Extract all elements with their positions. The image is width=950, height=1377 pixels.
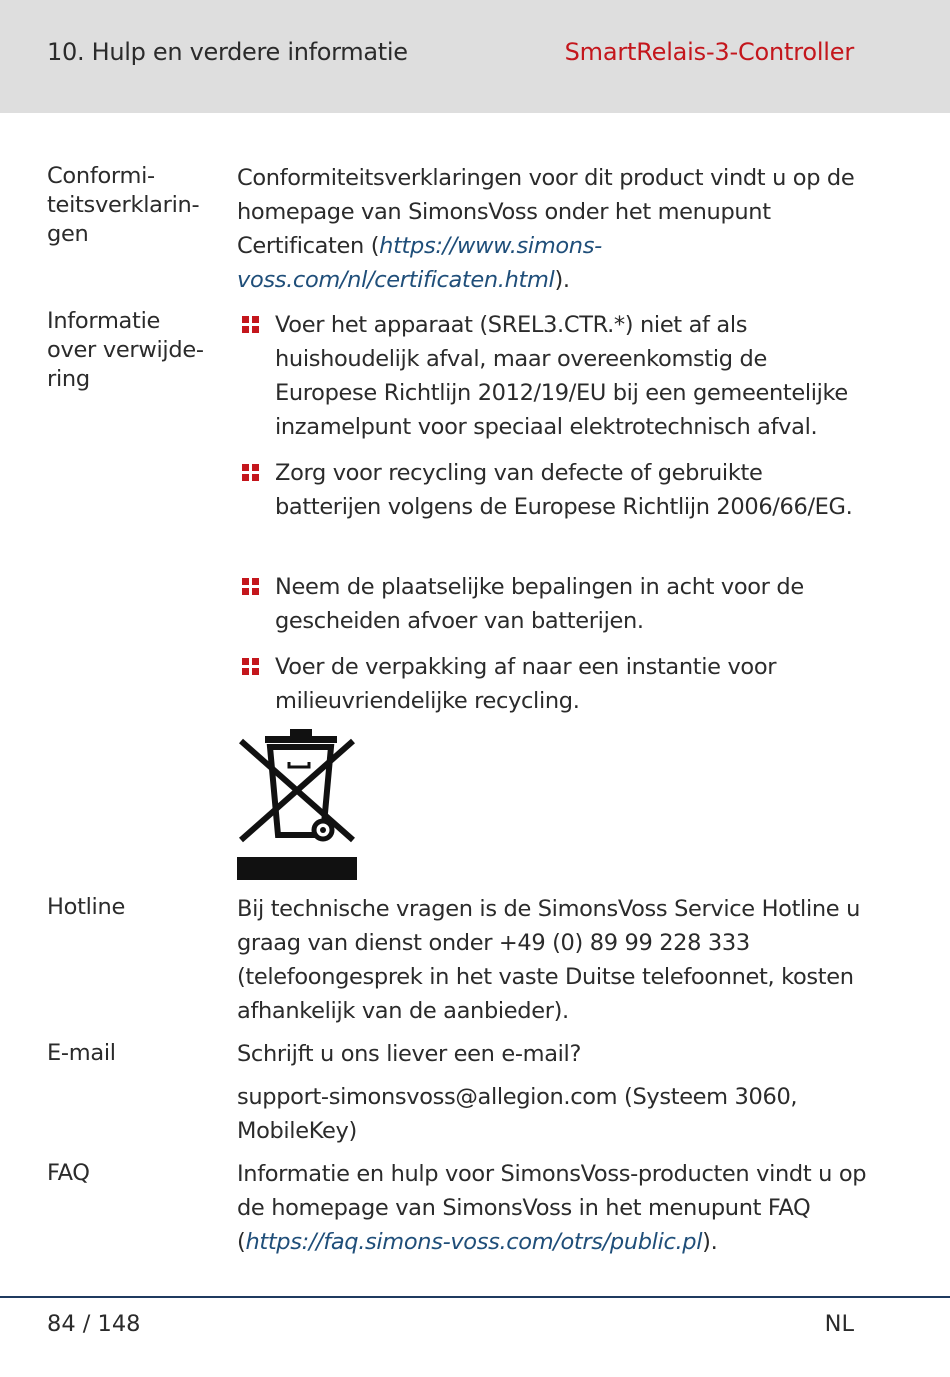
disposal-bullet-2: Zorg voor recycling van defecte of gebruikte batterijen volgens de Europese Richtlijn 2006/66/EG. bbox=[275, 460, 853, 520]
email-line-1: Schrijft u ons liever een e-mail? bbox=[237, 1041, 582, 1067]
conformity-text bbox=[237, 161, 877, 297]
disposal-bullet-1: Voer het apparaat (SREL3.CTR.*) niet af als huishoudelijk afval, maar overeenkomstig de Europese Richtlijn 2012/19/EU bij een gemeentelijke inzamelpunt voor speciaal elektrotechnisch afval. bbox=[275, 312, 848, 440]
disposal-bullet-3: Neem de plaatselijke bepalingen in acht voor de gescheiden afvoer van batterijen. bbox=[275, 574, 804, 634]
page-header bbox=[0, 0, 950, 113]
conformity-text-after: ). bbox=[554, 267, 570, 293]
disposal-bullet-4: Voer de verpakking af naar een instantie voor milieuvriendelijke recycling. bbox=[275, 654, 777, 714]
bullet-icon bbox=[242, 464, 260, 482]
certificates-link[interactable]: https://www.simons-voss.com/nl/certificaten.html bbox=[237, 233, 602, 293]
section-title: 10. Hulp en verdere informatie bbox=[47, 38, 408, 66]
product-title: SmartRelais-3-Controller bbox=[564, 38, 854, 66]
faq-text-before: Informatie en hulp voor SimonsVoss-producten vindt u op de homepage van SimonsVoss in het menupunt FAQ ( bbox=[237, 1161, 867, 1255]
label-faq: FAQ bbox=[47, 1160, 90, 1186]
label-conformity: Conformi- teitsverklarin- gen bbox=[47, 163, 200, 247]
email-line-2: support-simonsvoss@allegion.com (Systeem 3060, MobileKey) bbox=[237, 1084, 798, 1144]
label-email: E-mail bbox=[47, 1040, 116, 1066]
faq-text bbox=[237, 1157, 877, 1259]
weee-crossed-bin-icon bbox=[237, 727, 357, 880]
bullet-icon bbox=[242, 316, 260, 334]
footer-rule bbox=[0, 1296, 950, 1298]
faq-text-after: ). bbox=[702, 1229, 718, 1255]
label-disposal: Informatie over verwijde- ring bbox=[47, 308, 204, 392]
faq-link[interactable]: https://faq.simons-voss.com/otrs/public.pl bbox=[245, 1229, 703, 1255]
bullet-icon bbox=[242, 658, 260, 676]
language-code: NL bbox=[824, 1311, 854, 1337]
conformity-text-before: Conformiteitsverklaringen voor dit product vindt u op de homepage van SimonsVoss onder het menupunt Certificaten ( bbox=[237, 165, 855, 259]
page-number: 84 / 148 bbox=[47, 1311, 141, 1337]
bullet-icon bbox=[242, 578, 260, 596]
hotline-text: Bij technische vragen is de SimonsVoss Service Hotline u graag van dienst onder +49 (0) 89 99 228 333 (telefoongesprek in het vaste Duitse telefoonnet, kosten afhankelijk van de aanbieder). bbox=[237, 896, 860, 1024]
label-hotline: Hotline bbox=[47, 894, 126, 920]
